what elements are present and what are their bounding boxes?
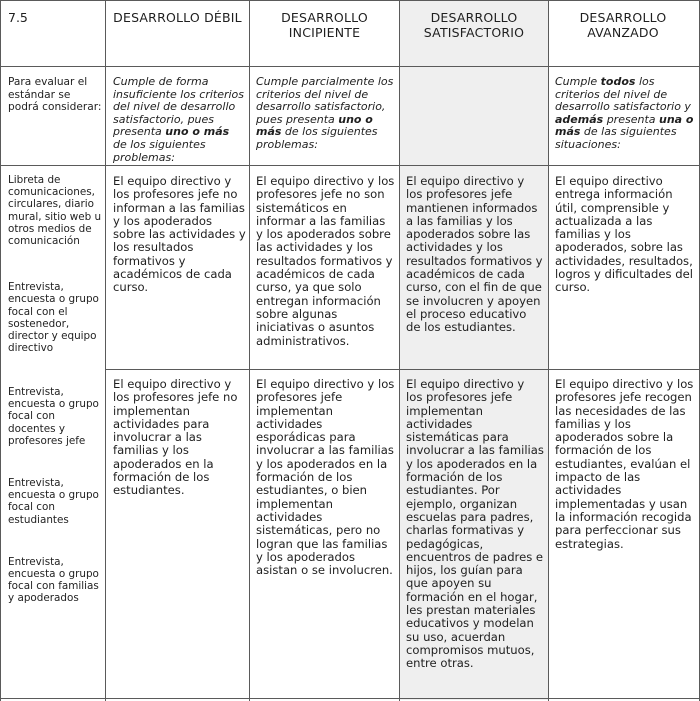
evidence-sources-row1 <box>8 174 104 354</box>
consider-label: Para evaluar el estándar se podrá considerar: <box>8 76 102 113</box>
row1-avanzado: El equipo directivo entrega información útil, comprensible y actualizada a las familias y los apoderados, sobre las actividades, resultados, logros y dificultades del curso. <box>555 174 693 295</box>
evidence-source: Entrevista, encuesta o grupo focal con docentes y profesores jefe <box>8 386 99 447</box>
column-divider-1 <box>105 0 106 701</box>
level-header-debil: DESARROLLO DÉBIL <box>113 10 242 25</box>
level-header-incipiente: DESARROLLO INCIPIENTE <box>281 10 368 40</box>
standard-code: 7.5 <box>8 10 28 25</box>
row1-satisfactorio: El equipo directivo y los profesores jefe mantienen informados a las familias y los apoderados sobre las actividades y los resultados formativos y académicos de cada curso, con el fin de que se involucren y apoyen el proceso educativo de los estudiantes. <box>406 174 543 335</box>
evidence-source: Libreta de comunicaciones, circulares, diario mural, sitio web u otros medios de comunicación <box>8 174 102 248</box>
evidence-source: Entrevista, encuesta o grupo focal con familias y apoderados <box>8 555 99 605</box>
row-divider-content <box>105 369 700 370</box>
row1-debil: El equipo directivo y los profesores jefe no informan a las familias y los apoderados sobre las actividades y los resultados formativos y académicos de cada curso. <box>113 174 246 295</box>
level-header-satisfactorio: DESARROLLO SATISFACTORIO <box>423 10 525 40</box>
border-left <box>0 0 1 701</box>
column-divider-4 <box>548 0 549 701</box>
evidence-sources-row2 <box>8 386 104 605</box>
row-divider-criteria <box>0 165 700 166</box>
criteria-incipiente: Cumple parcialmente los criterios del nivel de desarrollo satisfactorio, pues presenta uno o más de los siguientes problemas: <box>256 75 394 151</box>
row2-satisfactorio: El equipo directivo y los profesores jefe implementan actividades sistemáticas para involucrar a las familias y los apoderados en la formación de los estudiantes. Por ejemplo, organizan escuelas para padres, charlas formativas y pedagógicas, encuentros de padres e hijos, los guían para que apoyen su formación en el hogar, les prestan materiales educativos y modelan su uso, acuerdan compromisos mutuos, entre otras. <box>406 377 544 671</box>
row2-avanzado: El equipo directivo y los profesores jefe recogen las necesidades de las familias y los apoderados sobre la formación de los estudiantes, evalúan el impacto de las actividades implementadas y usan la información recogida para perfeccionar sus estrategias. <box>555 377 694 551</box>
criteria-debil: Cumple de forma insuficiente los criterios del nivel de desarrollo satisfactorio, pues presenta uno o más de los siguientes problemas: <box>113 75 245 164</box>
column-divider-2 <box>249 0 250 701</box>
criteria-avanzado: Cumple todos los criterios del nivel de desarrollo satisfactorio y además presenta una o más de las siguientes situaciones: <box>555 75 694 151</box>
row1-incipiente: El equipo directivo y los profesores jefe no son sistemáticos en informar a las familias y los apoderados sobre las actividades y los resultados formativos y académicos de cada curso, ya que solo entregan información sobre algunas iniciativas o asuntos administrativos. <box>256 174 395 348</box>
level-header-avanzado: DESARROLLO AVANZADO <box>579 10 667 40</box>
row-divider-header <box>0 66 700 67</box>
border-top <box>0 0 700 1</box>
column-divider-3 <box>399 0 400 701</box>
border-bottom <box>0 698 700 699</box>
row2-incipiente: El equipo directivo y los profesores jefe implementan actividades esporádicas para involucrar a las familias y los apoderados en la formación de los estudiantes, o bien implementan actividades sistemáticas, pero no logran que las familias y los apoderados asistan o se involucren. <box>256 377 395 578</box>
evidence-source: Entrevista, encuesta o grupo focal con estudiantes <box>8 477 99 526</box>
evidence-source: Entrevista, encuesta o grupo focal con el sostenedor, director y equipo directivo <box>8 281 99 355</box>
row2-debil: El equipo directivo y los profesores jefe no implementan actividades para involucrar a las familias y los apoderados en la formación de los estudiantes. <box>113 377 238 498</box>
